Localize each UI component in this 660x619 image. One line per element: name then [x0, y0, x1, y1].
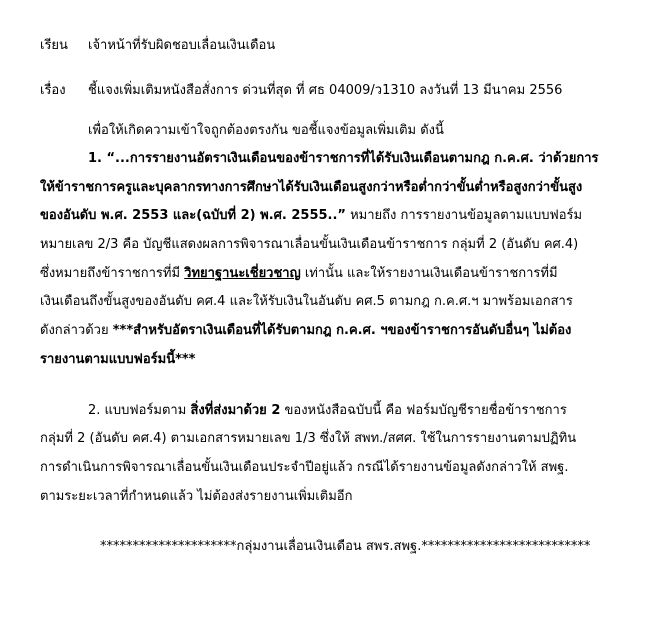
item1-line7-note: ***สำหรับอัตราเงินเดือนที่ได้รับตามกฎ ก.ค.ศ. ฯของข้าราชการอันดับอื่นๆ ไม่ต้อง — [112, 323, 572, 338]
item2-line4: ตามระยะเวลาที่กำหนดแล้ว ไม่ต้องส่งรายงานเพิ่มเติมอีก — [40, 489, 353, 504]
recipient-value: เจ้าหน้าที่รับผิดชอบเลื่อนเงินเดือน — [88, 38, 276, 53]
item1-line5-end: เท่านั้น และให้รายงานเงินเดือนข้าราชการที่มี — [300, 266, 558, 281]
item2-line1 — [88, 400, 567, 422]
item1-line1: 1. “...การรายงานอัตราเงินเดือนของข้าราชการที่ได้รับเงินเดือนตามกฎ ก.ค.ศ. ว่าด้วยการ — [88, 151, 599, 166]
item1-expert-status: วิทยาฐานะเชี่ยวชาญ — [184, 266, 301, 281]
recipient-line — [40, 35, 275, 57]
item1-line3-rest: หมายถึง การรายงานข้อมูลตามแบบฟอร์ม — [345, 208, 583, 223]
subject-value: ชี้แจงเพิ่มเติมหนังสือสั่งการ ด่วนที่สุด ที่ ศธ 04009/ว1310 ลงวันที่ 13 มีนาคม 2556 — [88, 83, 563, 98]
subject-label: เรื่อง — [40, 83, 66, 98]
footer-signature-line: *********************กลุ่มงานเลื่อนเงินเดือน สพร.สพฐ.************************** — [100, 539, 591, 554]
item1-line4: หมายเลข 2/3 คือ บัญชีแสดงผลการพิจารณาเลื่อนขั้นเงินเดือนข้าราชการ กลุ่มที่ 2 (อันดับ คศ.4) — [40, 237, 579, 252]
subject-line — [40, 80, 562, 102]
recipient-label: เรียน — [40, 38, 68, 53]
item1-line5 — [40, 263, 558, 285]
item2-line1-start: 2. แบบฟอร์มตาม — [88, 403, 191, 418]
item1-line2: ให้ข้าราชการครูและบุคลากรทางการศึกษาได้รับเงินเดือนสูงกว่าหรือต่ำกว่าขั้นต่ำหรือสูงกว่าขั้นสูง — [40, 180, 583, 195]
item1-line3 — [40, 205, 582, 227]
item2-attachment-ref: สิ่งที่ส่งมาด้วย 2 — [190, 403, 281, 418]
intro-paragraph: เพื่อให้เกิดความเข้าใจถูกต้องตรงกัน ขอชี้แจงข้อมูลเพิ่มเติม ดังนี้ — [88, 123, 444, 138]
item1-line8: รายงานตามแบบฟอร์มนี้*** — [40, 352, 196, 367]
item2-line3: การดำเนินการพิจารณาเลื่อนขั้นเงินเดือนประจำปีอยู่แล้ว กรณีได้รายงานข้อมูลดังกล่าวให้ สพฐ. — [40, 460, 569, 475]
item1-line5-start: ซึ่งหมายถึงข้าราชการที่มี — [40, 266, 185, 281]
item1-line3-bold: ของอันดับ พ.ศ. 2553 และ(ฉบับที่ 2) พ.ศ. 2555..” — [40, 208, 346, 223]
item1-line7-start: ดังกล่าวด้วย — [40, 323, 113, 338]
item2-line2: กลุ่มที่ 2 (อันดับ คศ.4) ตามเอกสารหมายเลข 1/3 ซึ่งให้ สพท./สศศ. ใช้ในการรายงานตามปฏิทิน — [40, 431, 577, 446]
item1-line6: เงินเดือนถึงขั้นสูงของอันดับ คศ.4 และให้รับเงินในอันดับ คศ.5 ตามกฎ ก.ค.ศ.ฯ มาพร้อมเอกสาร — [40, 294, 573, 309]
item2-line1-end: ของหนังสือฉบับนี้ คือ ฟอร์มบัญชีรายชื่อข้าราชการ — [280, 403, 567, 418]
item1-line7 — [40, 320, 571, 342]
